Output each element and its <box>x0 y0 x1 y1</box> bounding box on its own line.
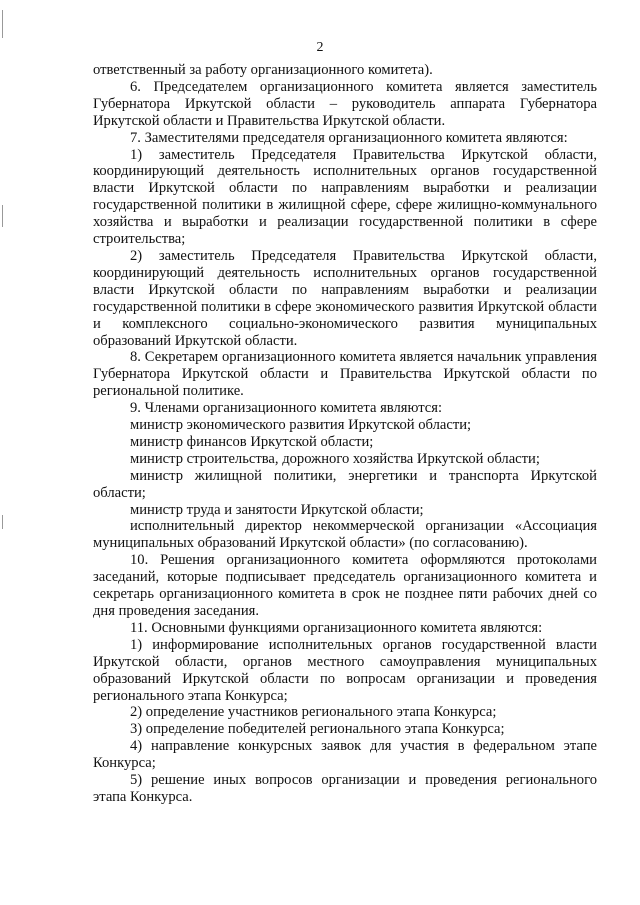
function-item: 2) определение участников регионального этапа Конкурса; <box>130 704 497 721</box>
function-item: 1) информирование исполнительных органов государственной власти Иркутской области, органов местного самоуправления муниципальных образований Иркутской области по вопросам организации и проведения регионального этапа Конкурса; <box>93 636 597 704</box>
paragraph: 7. Заместителями председателя организационного комитета являются: <box>130 129 568 146</box>
member-item: министр экономического развития Иркутской области; <box>130 417 472 434</box>
binding-mark <box>2 205 3 227</box>
paragraph: ответственный за работу организационного комитета). <box>93 62 433 78</box>
paragraph: 6. Председателем организационного комитета является заместитель Губернатора Иркутской области – руководитель аппарата Губернатора Иркутской области и Правительства Иркутской области. <box>93 78 597 129</box>
member-item: исполнительный директор некоммерческой организации «Ассоциация муниципальных образований Иркутской области» (по согласованию). <box>93 518 597 552</box>
member-item: министр жилищной политики, энергетики и транспорта Иркутской области; <box>93 467 597 501</box>
binding-mark <box>2 10 3 38</box>
paragraph: 10. Решения организационного комитета оформляются протоколами заседаний, которые подписывает председатель организационного комитета и секретарь организационного комитета в срок не позднее пяти рабочих дней со дня проведения заседания. <box>93 552 597 619</box>
member-item: министр труда и занятости Иркутской области; <box>130 501 424 518</box>
document-body <box>93 62 597 806</box>
paragraph: 11. Основными функциями организационного комитета являются: <box>130 619 543 636</box>
binding-mark <box>2 515 3 529</box>
paragraph: 2) заместитель Председателя Правительства Иркутской области, координирующий деятельность исполнительных органов государственной власти Иркутской области по направлениям выработки и реализации государственной политики в сфере экономического развития Иркутской области и комплексного социально-экономического развития муниципальных образований Иркутской области. <box>93 247 597 349</box>
paragraph: 8. Секретарем организационного комитета является начальник управления Губернатора Иркутской области и Правительства Иркутской области по региональной политике. <box>93 349 597 400</box>
function-item: 4) направление конкурсных заявок для участия в федеральном этапе Конкурса; <box>93 738 597 772</box>
member-item: министр финансов Иркутской области; <box>130 433 374 450</box>
paragraph: 1) заместитель Председателя Правительства Иркутской области, координирующий деятельность исполнительных органов государственной власти Иркутской области по направлениям выработки и реализации государственной политики в жилищной сфере, сфере жилищно-коммунального хозяйства и выработки и реализации государственной политики в сфере строительства; <box>93 146 597 248</box>
page-number: 2 <box>316 40 324 55</box>
function-item: 5) решение иных вопросов организации и проведения регионального этапа Конкурса. <box>93 772 597 805</box>
member-item: министр строительства, дорожного хозяйства Иркутской области; <box>130 450 540 467</box>
function-item: 3) определение победителей регионального этапа Конкурса; <box>130 721 505 738</box>
paragraph: 9. Членами организационного комитета являются: <box>130 400 443 417</box>
